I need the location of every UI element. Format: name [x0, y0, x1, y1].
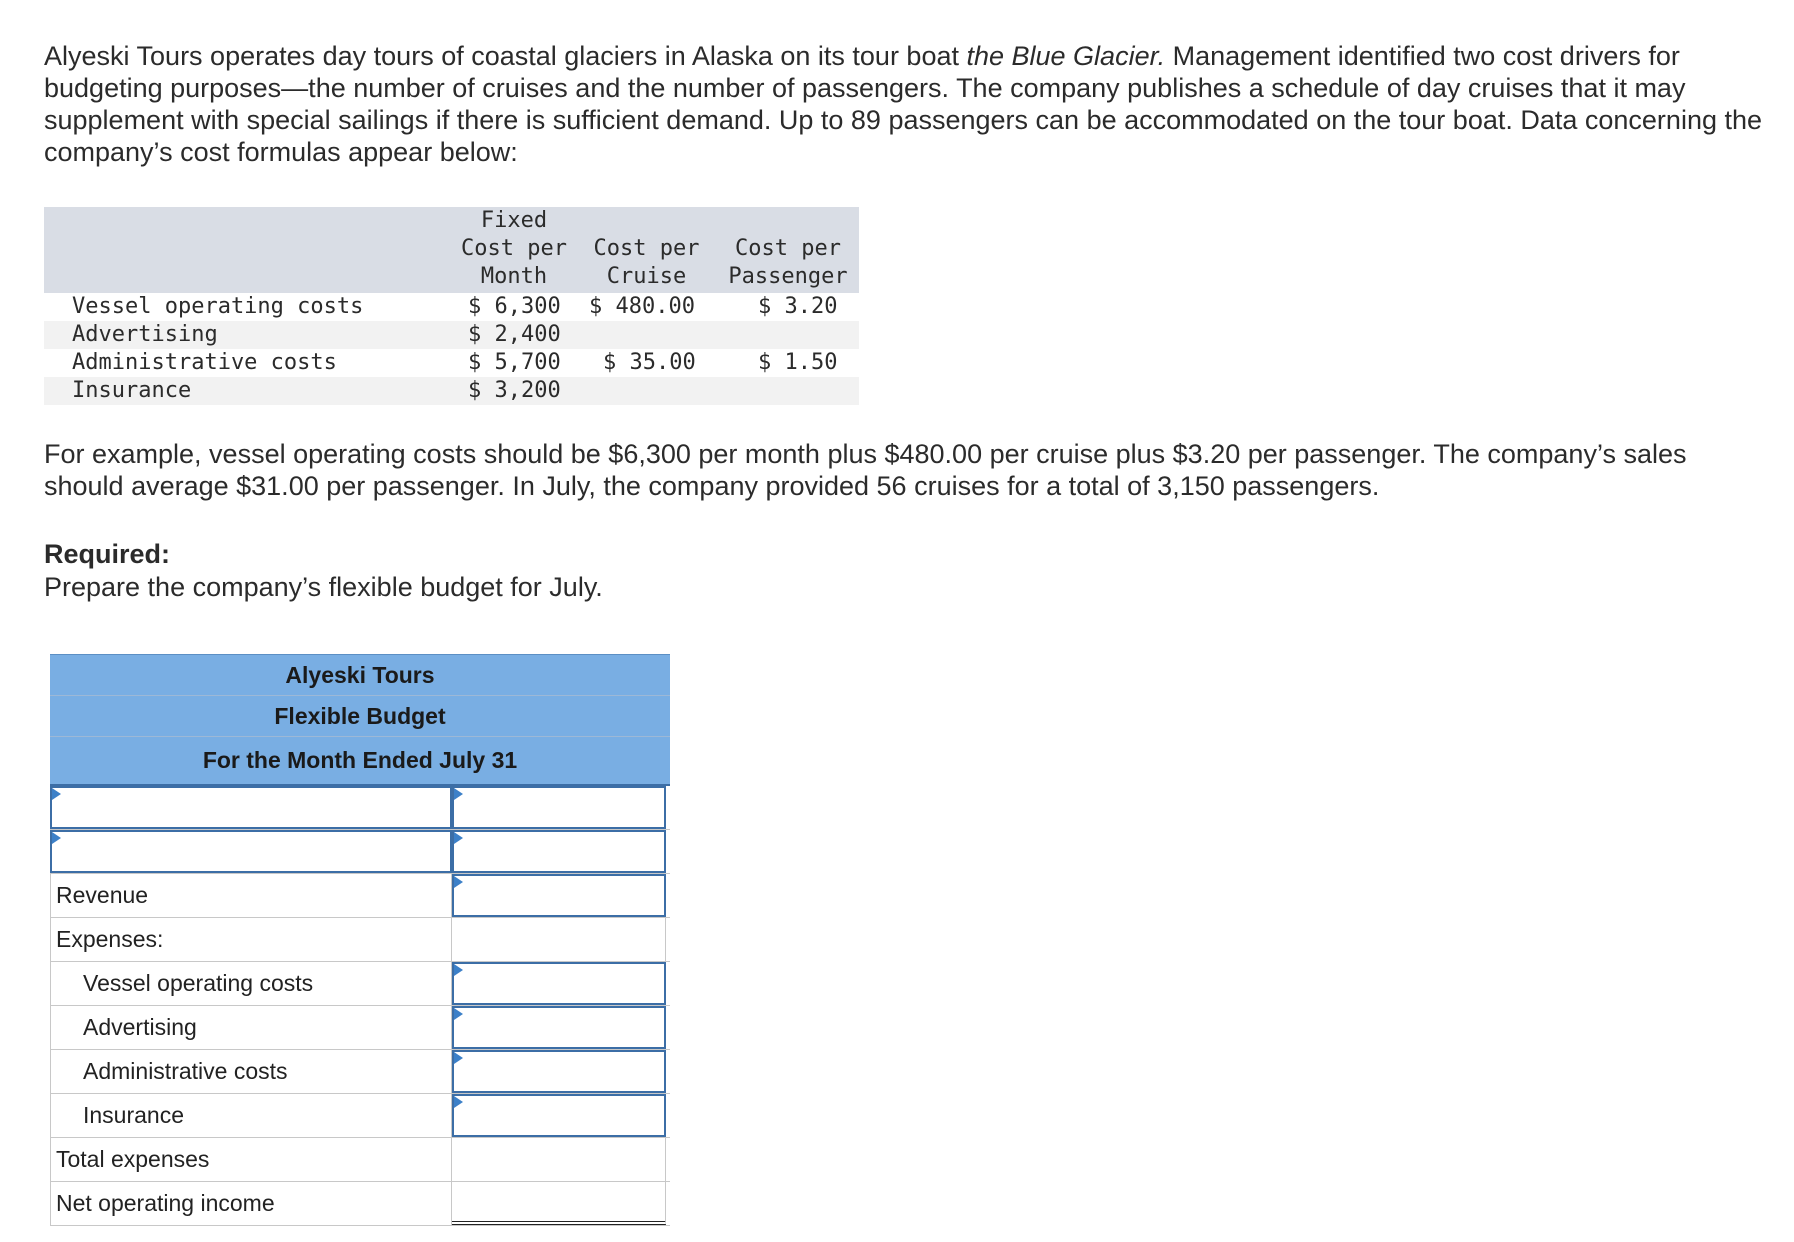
intro-paragraph — [44, 40, 1764, 168]
cost-formula-table — [44, 207, 859, 405]
required-text: Prepare the company’s flexible budget for July. — [44, 572, 603, 602]
revenue-input[interactable] — [452, 874, 666, 917]
advertising-input[interactable] — [452, 1006, 666, 1049]
dropdown-marker-icon — [454, 1052, 463, 1064]
dropdown-marker-icon — [454, 832, 463, 844]
total-expenses-cell — [452, 1138, 666, 1181]
revenue-label: Revenue — [50, 874, 452, 917]
total-expenses-label: Total expenses — [50, 1138, 452, 1181]
header-passenger-2: Passenger — [728, 264, 848, 289]
dropdown-marker-icon — [52, 788, 61, 800]
dropdown-marker-icon — [52, 832, 61, 844]
insurance-label: Insurance — [50, 1094, 452, 1137]
advertising-label: Advertising — [50, 1006, 452, 1049]
admin-row — [50, 1050, 670, 1094]
dropdown-marker-icon — [454, 788, 463, 800]
dropdown-marker-icon — [454, 1096, 463, 1108]
budget-company: Alyeski Tours — [50, 654, 670, 696]
driver-row-2 — [50, 830, 670, 874]
fixed-value: $ 3,200 — [468, 378, 561, 403]
expenses-row — [50, 918, 670, 962]
expenses-blank — [452, 918, 666, 961]
dropdown-marker-icon — [454, 876, 463, 888]
cost-row-advertising — [44, 321, 859, 349]
total-expenses-row — [50, 1138, 670, 1182]
row-label: Vessel operating costs — [72, 294, 364, 319]
vessel-input[interactable] — [452, 962, 666, 1005]
header-passenger-1: Cost per — [735, 236, 841, 261]
net-operating-income-cell — [452, 1182, 666, 1225]
driver-row-1 — [50, 786, 670, 830]
cost-row-insurance — [44, 377, 859, 405]
insurance-row — [50, 1094, 670, 1138]
passenger-value: $ 1.50 — [758, 350, 838, 375]
cost-row-vessel — [44, 293, 859, 321]
driver-label-input-2[interactable] — [50, 830, 452, 873]
fixed-value: $ 6,300 — [468, 294, 561, 319]
example-paragraph: For example, vessel operating costs should be $6,300 per month plus $480.00 per cruise plus $3.20 per passenger. The company’s sales should average $31.00 per passenger. In July, the company provided 56 cruises for a total of 3,150 passengers. — [44, 439, 1687, 501]
header-fixed-3: Month — [480, 264, 548, 289]
vessel-row — [50, 962, 670, 1006]
budget-title: Flexible Budget — [50, 696, 670, 737]
dropdown-marker-icon — [454, 1008, 463, 1020]
fixed-value: $ 2,400 — [468, 322, 561, 347]
cost-row-admin — [44, 349, 859, 377]
intro-text-cont: Management identified two cost drivers for budgeting purposes—the number of cruises and the number of passengers. The company publishes a schedule of day cruises that it may supplement with special sailings if there is sufficient demand. Up to 89 passengers can be accommodated on the tour boat. Data concerning the company’s cost formulas appear below: — [44, 41, 1763, 167]
row-label: Advertising — [72, 322, 218, 347]
flexible-budget-form — [50, 654, 670, 1226]
expenses-label: Expenses: — [50, 918, 452, 961]
driver-label-input-1[interactable] — [50, 786, 452, 829]
row-label: Administrative costs — [72, 350, 337, 375]
header-cruise-2: Cruise — [606, 264, 687, 289]
revenue-row — [50, 874, 670, 918]
net-operating-income-row — [50, 1182, 670, 1226]
driver-value-input-1[interactable] — [452, 786, 666, 829]
admin-label: Administrative costs — [50, 1050, 452, 1093]
row-label: Insurance — [72, 378, 192, 403]
required-heading: Required: — [44, 539, 171, 569]
boat-name: the Blue Glacier. — [966, 41, 1166, 71]
cruise-value: $ 480.00 — [589, 294, 695, 319]
intro-text: Alyeski Tours operates day tours of coastal glaciers in Alaska on its tour boat — [44, 41, 967, 71]
advertising-row — [50, 1006, 670, 1050]
cost-table-header — [44, 207, 859, 293]
net-operating-income-label: Net operating income — [50, 1182, 452, 1225]
insurance-input[interactable] — [452, 1094, 666, 1137]
passenger-value: $ 3.20 — [758, 294, 838, 319]
fixed-value: $ 5,700 — [468, 350, 561, 375]
header-cruise-1: Cost per — [593, 236, 700, 261]
vessel-label: Vessel operating costs — [50, 962, 452, 1005]
budget-period: For the Month Ended July 31 — [50, 737, 670, 786]
cruise-value: $ 35.00 — [603, 350, 696, 375]
admin-input[interactable] — [452, 1050, 666, 1093]
dropdown-marker-icon — [454, 964, 463, 976]
driver-value-input-2[interactable] — [452, 830, 666, 873]
header-fixed-2: Cost per — [461, 236, 567, 261]
header-fixed-1: Fixed — [480, 208, 548, 233]
